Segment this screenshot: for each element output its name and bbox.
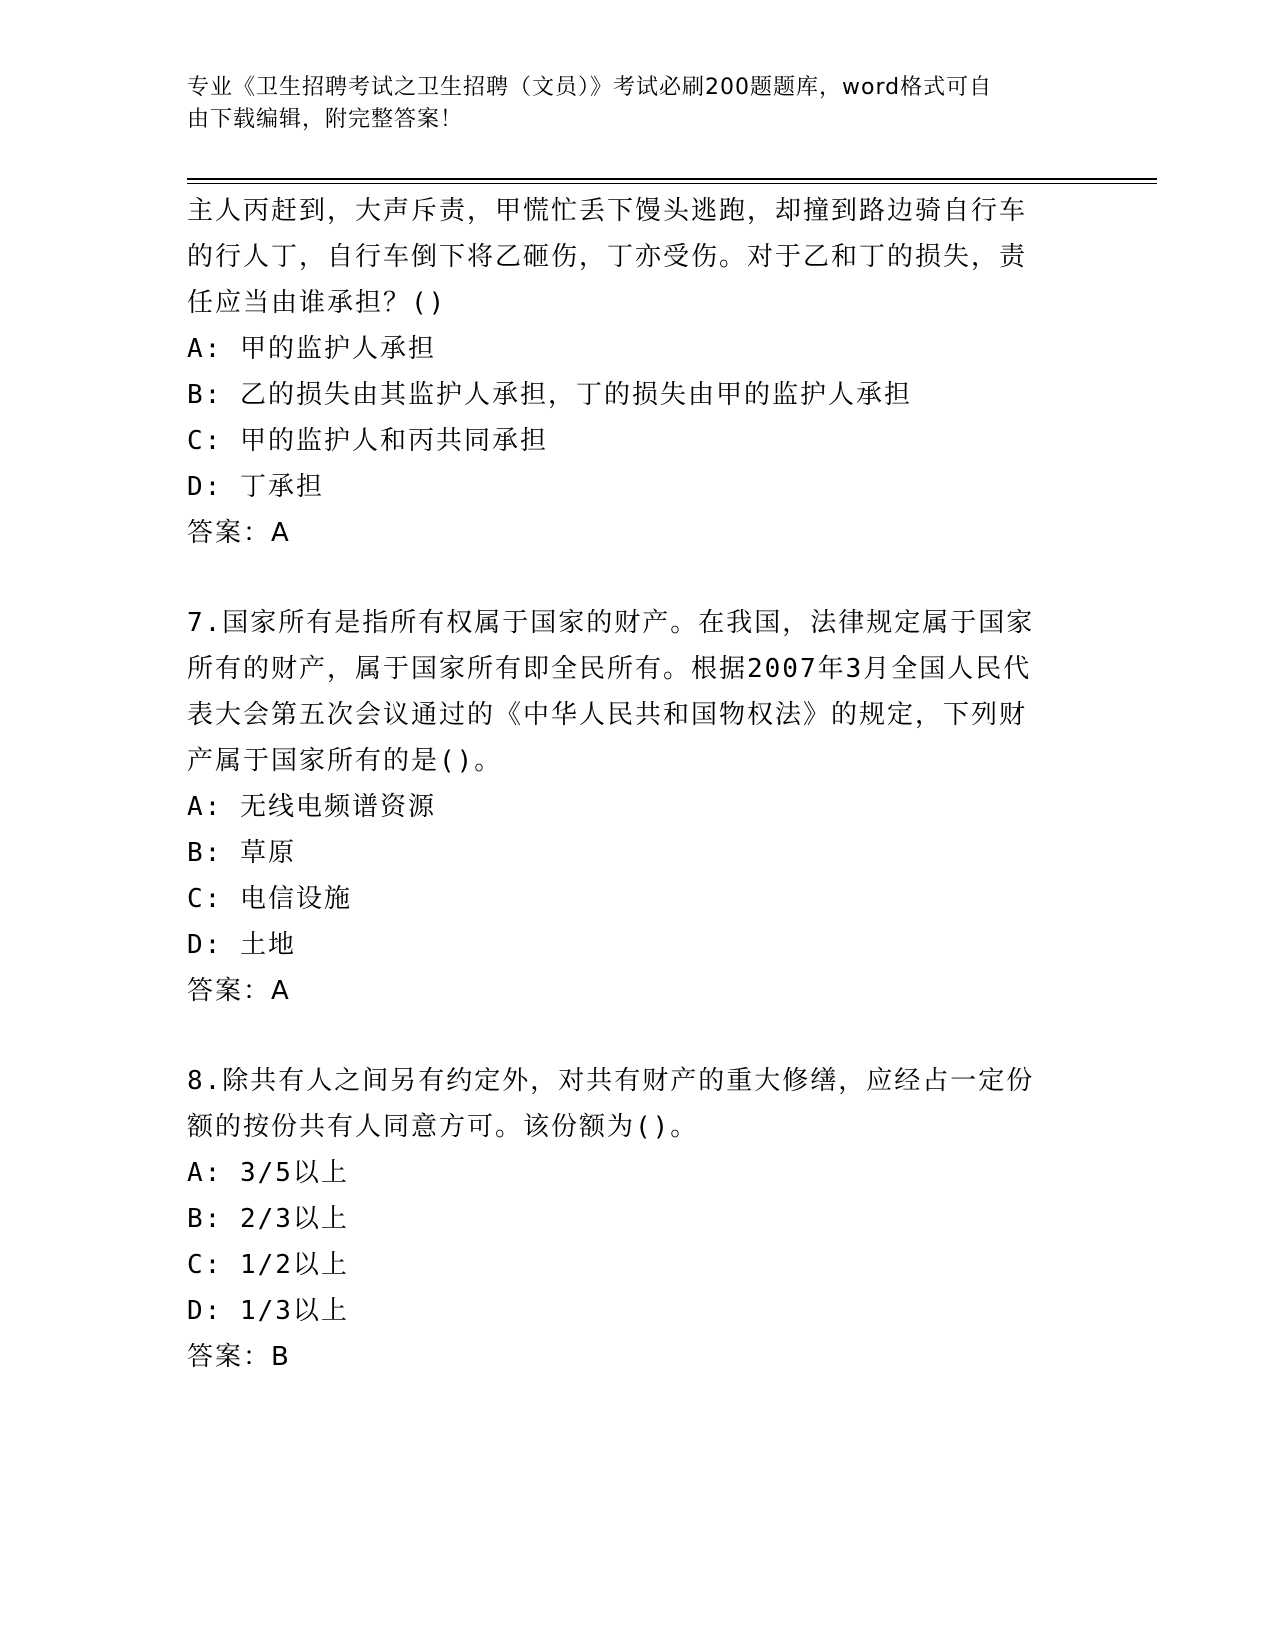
question-text-line: 任应当由谁承担？() bbox=[187, 288, 447, 318]
question-8 bbox=[187, 1058, 1087, 1380]
option-a: A: 甲的监护人承担 bbox=[187, 334, 436, 364]
question-text-line: 主人丙赶到，大声斥责，甲慌忙丢下馒头逃跑，却撞到路边骑自行车 bbox=[187, 196, 1028, 226]
answer-line: 答案：A bbox=[187, 518, 291, 548]
option-a: A: 无线电频谱资源 bbox=[187, 792, 436, 822]
question-text-line: 8.除共有人之间另有约定外，对共有财产的重大修缮，应经占一定份 bbox=[187, 1066, 1035, 1096]
option-b: B: 2/3以上 bbox=[187, 1204, 349, 1234]
option-a: A: 3/5以上 bbox=[187, 1158, 349, 1188]
option-d: D: 土地 bbox=[187, 930, 296, 960]
option-b: B: 草原 bbox=[187, 838, 296, 868]
option-b: B: 乙的损失由其监护人承担，丁的损失由甲的监护人承担 bbox=[187, 380, 912, 410]
question-text-line: 产属于国家所有的是()。 bbox=[187, 746, 503, 776]
answer-line: 答案：A bbox=[187, 976, 291, 1006]
question-text-line: 表大会第五次会议通过的《中华人民共和国物权法》的规定，下列财 bbox=[187, 700, 1028, 730]
question-6 bbox=[187, 188, 1087, 556]
question-text-line: 所有的财产，属于国家所有即全民所有。根据2007年3月全国人民代 bbox=[187, 654, 1032, 684]
option-c: C: 甲的监护人和丙共同承担 bbox=[187, 426, 548, 456]
question-text-line: 7.国家所有是指所有权属于国家的财产。在我国，法律规定属于国家 bbox=[187, 608, 1035, 638]
header-divider-thick bbox=[187, 178, 1157, 180]
question-text-line: 的行人丁，自行车倒下将乙砸伤，丁亦受伤。对于乙和丁的损失，责 bbox=[187, 242, 1028, 272]
question-text-line: 额的按份共有人同意方可。该份额为()。 bbox=[187, 1112, 699, 1142]
header-line-2: 由下载编辑，附完整答案！ bbox=[187, 107, 464, 132]
option-d: D: 1/3以上 bbox=[187, 1296, 349, 1326]
option-d: D: 丁承担 bbox=[187, 472, 324, 502]
document-header bbox=[187, 72, 1077, 136]
header-line-1: 专业《卫生招聘考试之卫生招聘（文员）》考试必刷200题题库，word格式可自 bbox=[187, 75, 993, 100]
header-divider-thin bbox=[187, 183, 1157, 184]
option-c: C: 1/2以上 bbox=[187, 1250, 349, 1280]
answer-line: 答案：B bbox=[187, 1342, 291, 1372]
question-7 bbox=[187, 600, 1087, 1014]
option-c: C: 电信设施 bbox=[187, 884, 352, 914]
